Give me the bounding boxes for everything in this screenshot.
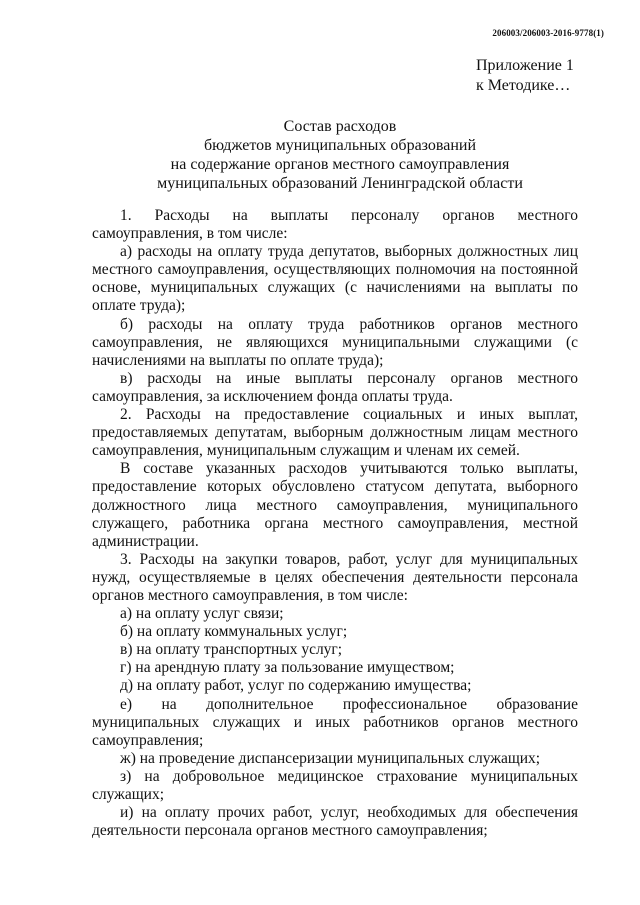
paragraph: б) расходы на оплату труда работников органов местного самоуправления, не являющихся муниципальными служащими (с начислениями на выплаты по оплате труда);: [92, 315, 578, 369]
list-item: з) на добровольное медицинское страхование муниципальных служащих;: [92, 767, 578, 803]
paragraph: 3. Расходы на закупки товаров, работ, услуг для муниципальных нужд, осуществляемые в целях обеспечения деятельности персонала органов местного самоуправления, в том числе:: [92, 550, 578, 604]
paragraph: а) расходы на оплату труда депутатов, выборных должностных лиц местного самоуправления, осуществляющих полномочия на постоянной основе, муниципальных служащих (с начислениями на выплаты по оплате труда);: [92, 243, 578, 315]
paragraph: в) расходы на иные выплаты персоналу органов местного самоуправления, за исключением фонда оплаты труда.: [92, 369, 578, 405]
list-item: д) на оплату работ, услуг по содержанию имущества;: [120, 677, 472, 695]
document-body: [92, 207, 578, 840]
list-item: б) на оплату коммунальных услуг;: [120, 623, 348, 641]
title-line: бюджетов муниципальных образований: [203, 137, 477, 154]
document-title: [80, 117, 600, 193]
paragraph: В составе указанных расходов учитываются только выплаты, предоставление которых обусловлено статусом депутата, выборного должностного лица местного самоуправления, муниципального служащего, работника органа местного самоуправления, местной администрации.: [92, 460, 578, 550]
appendix-reference: [476, 56, 574, 96]
list-item: ж) на проведение диспансеризации муниципальных служащих;: [120, 749, 541, 767]
title-line: муниципальных образований Ленинградской области: [157, 175, 523, 192]
list-item: а) на оплату услуг связи;: [120, 605, 284, 623]
list-item: и) на оплату прочих работ, услуг, необходимых для обеспечения деятельности персонала органов местного самоуправления;: [92, 804, 578, 840]
paragraph: 1. Расходы на выплаты персоналу органов местного самоуправления, в том числе:: [92, 207, 578, 243]
paragraph: 2. Расходы на предоставление социальных и иных выплат, предоставляемых депутатам, выборным должностным лицам местного самоуправления, муниципальным служащим и членам их семей.: [92, 406, 578, 460]
list-item: г) на арендную плату за пользование имуществом;: [120, 659, 455, 677]
appendix-line-2: к Методике…: [476, 77, 571, 94]
list-item: в) на оплату транспортных услуг;: [120, 641, 343, 659]
list-item: е) на дополнительное профессиональное образование муниципальных служащих и иных работников органов местного самоуправления;: [92, 695, 578, 749]
title-line: Состав расходов: [283, 118, 397, 135]
document-id: 206003/206003-2016-9778(1): [492, 28, 604, 38]
appendix-line-1: Приложение 1: [476, 57, 574, 74]
title-line: на содержание органов местного самоуправления: [170, 156, 510, 173]
